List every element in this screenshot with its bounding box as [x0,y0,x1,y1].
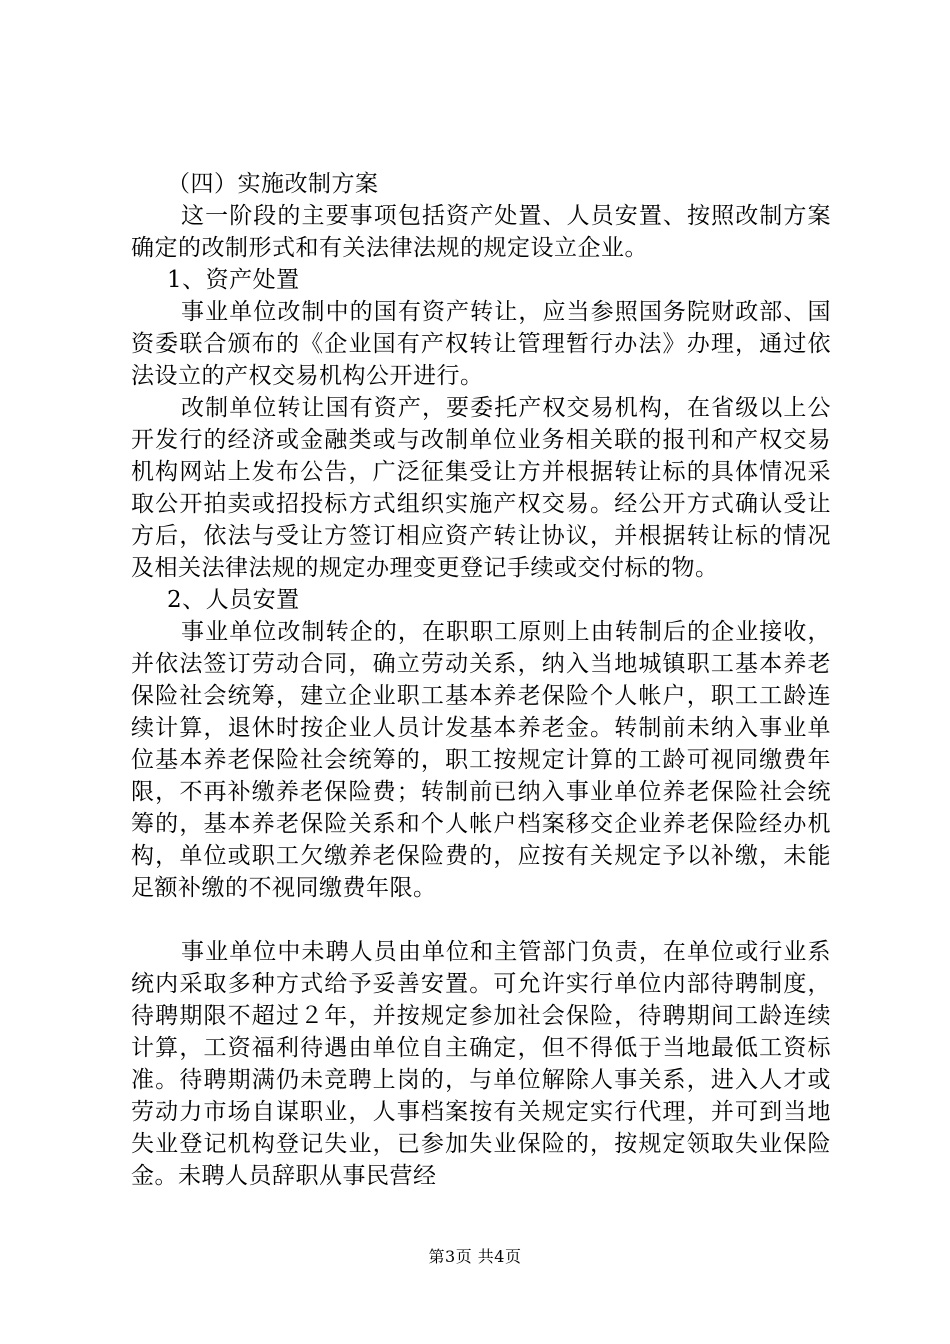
subsection-heading: 2、人员安置 [167,587,300,613]
section-heading: （四）实施改制方案 [167,171,379,197]
paragraph: 事业单位中未聘人员由单位和主管部门负责，在单位或行业系统内采取多种方式给予妥善安置。可允许实行单位内部待聘制度，待聘期限不超过２年，并按规定参加社会保险，待聘期间工龄连续计算，工资福利待遇由单位自主确定，但不得低于当地最低工资标准。待聘期满仍未竞聘上岗的，与单位解除人事关系，进入人才或劳动力市场自谋职业，人事档案按有关规定实行代理，并可到当地失业登记机构登记失业，已参加失业保险的，按规定领取失业保险金。未聘人员辞职从事民营经 [131,939,831,1189]
paragraph: 事业单位改制转企的，在职职工原则上由转制后的企业接收，并依法签订劳动合同，确立劳动关系，纳入当地城镇职工基本养老保险社会统筹，建立企业职工基本养老保险个人帐户，职工工龄连续计算，退休时按企业人员计发基本养老金。转制前未纳入事业单位基本养老保险社会统筹的，职工按规定计算的工龄可视同缴费年限，不再补缴养老保险费；转制前已纳入事业单位养老保险社会统筹的，基本养老保险关系和个人帐户档案移交企业养老保险经办机构，单位或职工欠缴养老保险费的，应按有关规定予以补缴，未能足额补缴的不视同缴费年限。 [131,619,831,901]
page-footer: 第3页 共4页 [428,1247,522,1266]
document-body [131,168,831,1192]
paragraph: 改制单位转让国有资产，要委托产权交易机构，在省级以上公开发行的经济或金融类或与改制单位业务相关联的报刊和产权交易机构网站上发布公告，广泛征集受让方并根据转让标的具体情况采取公开拍卖或招投标方式组织实施产权交易。经公开方式确认受让方后，依法与受让方签订相应资产转让协议，并根据转让标的情况及相关法律法规的规定办理变更登记手续或交付标的物。 [131,395,831,581]
subsection-heading: 1、资产处置 [167,267,300,293]
paragraph: 这一阶段的主要事项包括资产处置、人员安置、按照改制方案确定的改制形式和有关法律法规的规定设立企业。 [131,203,831,261]
paragraph: 事业单位改制中的国有资产转让，应当参照国务院财政部、国资委联合颁布的《企业国有产权转让管理暂行办法》办理，通过依法设立的产权交易机构公开进行。 [131,299,831,389]
